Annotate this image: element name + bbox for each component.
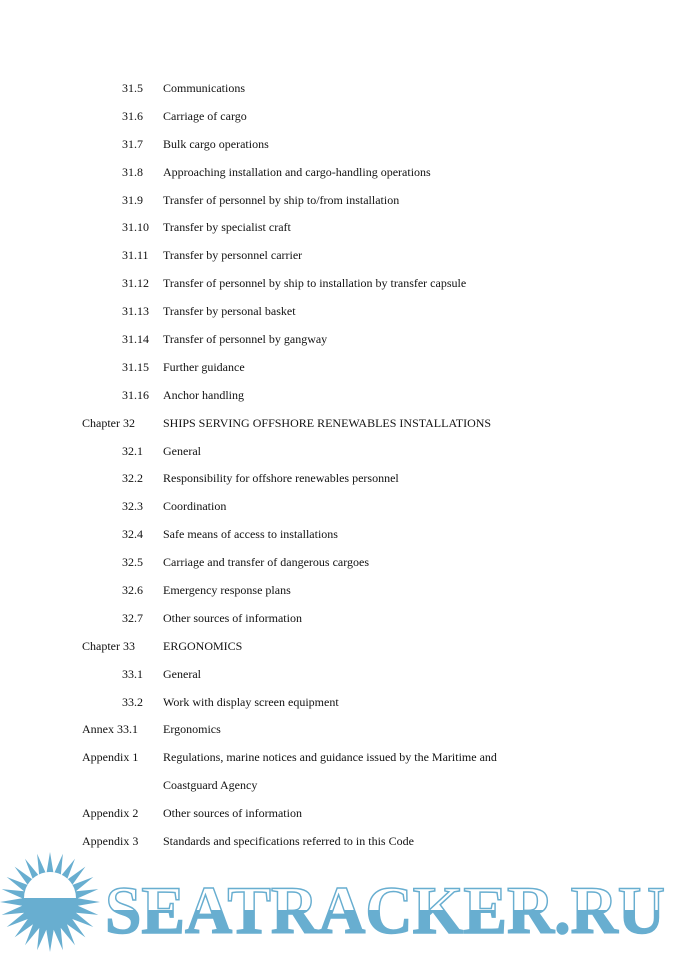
toc-entry	[0, 521, 675, 549]
toc-entry-number: 31.8	[122, 164, 143, 179]
toc-entry-number: 31.10	[122, 220, 149, 235]
toc-entry-title: Other sources of information	[163, 806, 302, 821]
toc-entry-title: Transfer by personnel carrier	[163, 248, 303, 263]
toc-entry-title: Standards and specifications referred to in this Code	[163, 834, 414, 849]
toc-entry-title: Communications	[163, 81, 245, 95]
toc-entry-title: Approaching installation and cargo-handling operations	[163, 164, 431, 179]
toc-entry-title: Transfer of personnel by ship to/from installation	[163, 192, 400, 207]
toc-entry-title: Ergonomics	[163, 722, 221, 737]
toc-entry-number: 32.7	[122, 610, 143, 625]
toc-entry-number: 32.3	[122, 499, 143, 514]
toc-entry-number: 31.11	[122, 248, 149, 263]
toc-entry-number: 31.14	[122, 332, 149, 347]
toc-entry	[0, 689, 675, 717]
toc-entry-title: Coastguard Agency	[163, 778, 258, 793]
toc-entry-number: Appendix 1	[82, 750, 139, 765]
toc-entry-number: 32.1	[122, 443, 143, 458]
toc-entry	[0, 382, 675, 410]
sun-logo-icon	[0, 852, 100, 952]
toc-entry-title: Carriage of cargo	[163, 108, 247, 123]
toc-entry	[0, 661, 675, 689]
toc-entry	[0, 103, 675, 131]
toc-entry-number: Annex 33.1	[82, 722, 138, 737]
toc-entry-title: Responsibility for offshore renewables personnel	[163, 471, 399, 486]
toc-entry	[0, 772, 675, 800]
toc-entry-title: Coordination	[163, 499, 227, 514]
toc-entry-number: Chapter 32	[82, 415, 135, 430]
toc-entry-number: 33.1	[122, 666, 143, 681]
toc-entry	[0, 438, 675, 466]
toc-entry-number: 31.13	[122, 304, 149, 319]
toc-entry-title: Work with display screen equipment	[163, 694, 339, 709]
toc-entry-title: SHIPS SERVING OFFSHORE RENEWABLES INSTALLATIONS	[163, 415, 492, 430]
toc-entry	[0, 744, 675, 772]
toc-entry-number: Appendix 2	[82, 806, 139, 821]
toc-entry	[0, 493, 675, 521]
toc-entry-title: ERGONOMICS	[163, 638, 243, 653]
toc-entry	[0, 577, 675, 605]
toc-entry	[0, 633, 675, 661]
toc-entry-title: Emergency response plans	[163, 583, 291, 598]
toc-entry-title: General	[163, 443, 201, 458]
toc-entry	[0, 326, 675, 354]
toc-entry-number: 31.15	[122, 359, 149, 374]
toc-entry-title: Further guidance	[163, 359, 245, 374]
toc-entry-number: 32.2	[122, 471, 143, 486]
toc-entry	[0, 354, 675, 382]
toc-entry	[0, 298, 675, 326]
toc-entry	[0, 75, 675, 103]
toc-entry-title: Safe means of access to installations	[163, 527, 338, 542]
toc-entry	[0, 242, 675, 270]
toc-entry-number: 31.6	[122, 108, 143, 123]
table-of-contents	[0, 75, 675, 856]
toc-entry-title: Transfer of personnel by ship to installation by transfer capsule	[163, 276, 467, 291]
toc-entry	[0, 410, 675, 438]
toc-entry-title: Other sources of information	[163, 610, 302, 625]
toc-entry-title: Carriage and transfer of dangerous cargoes	[163, 555, 370, 570]
toc-entry-number: 32.5	[122, 555, 143, 570]
toc-entry-number: 33.2	[122, 694, 143, 709]
toc-entry-number: Chapter 33	[82, 638, 135, 653]
toc-entry	[0, 131, 675, 159]
toc-entry-title: General	[163, 666, 201, 681]
toc-entry-number: 31.5	[122, 81, 143, 95]
toc-entry-number: 31.12	[122, 276, 149, 291]
toc-entry	[0, 800, 675, 828]
toc-entry	[0, 716, 675, 744]
toc-entry-number: 31.16	[122, 387, 149, 402]
toc-entry	[0, 549, 675, 577]
toc-entry-title: Transfer by specialist craft	[163, 220, 291, 235]
toc-entry	[0, 159, 675, 187]
toc-entry-title: Transfer of personnel by gangway	[163, 332, 328, 347]
toc-entry-number: Appendix 3	[82, 834, 139, 849]
toc-entry	[0, 270, 675, 298]
toc-entry-number: 32.6	[122, 583, 143, 598]
toc-entry-title: Regulations, marine notices and guidance issued by the Maritime and	[163, 750, 497, 765]
watermark-text: SEATRACKER.RU	[105, 872, 665, 948]
toc-entry	[0, 465, 675, 493]
toc-entry-title: Transfer by personal basket	[163, 304, 296, 319]
toc-entry-title: Bulk cargo operations	[163, 136, 269, 151]
toc-entry-number: 31.9	[122, 192, 143, 207]
seatracker-watermark	[0, 850, 675, 955]
toc-entry	[0, 605, 675, 633]
toc-entry	[0, 187, 675, 215]
toc-entry-number: 32.4	[122, 527, 143, 542]
toc-entry-title: Anchor handling	[163, 387, 244, 402]
toc-entry-number: 31.7	[122, 136, 143, 151]
toc-entry	[0, 214, 675, 242]
